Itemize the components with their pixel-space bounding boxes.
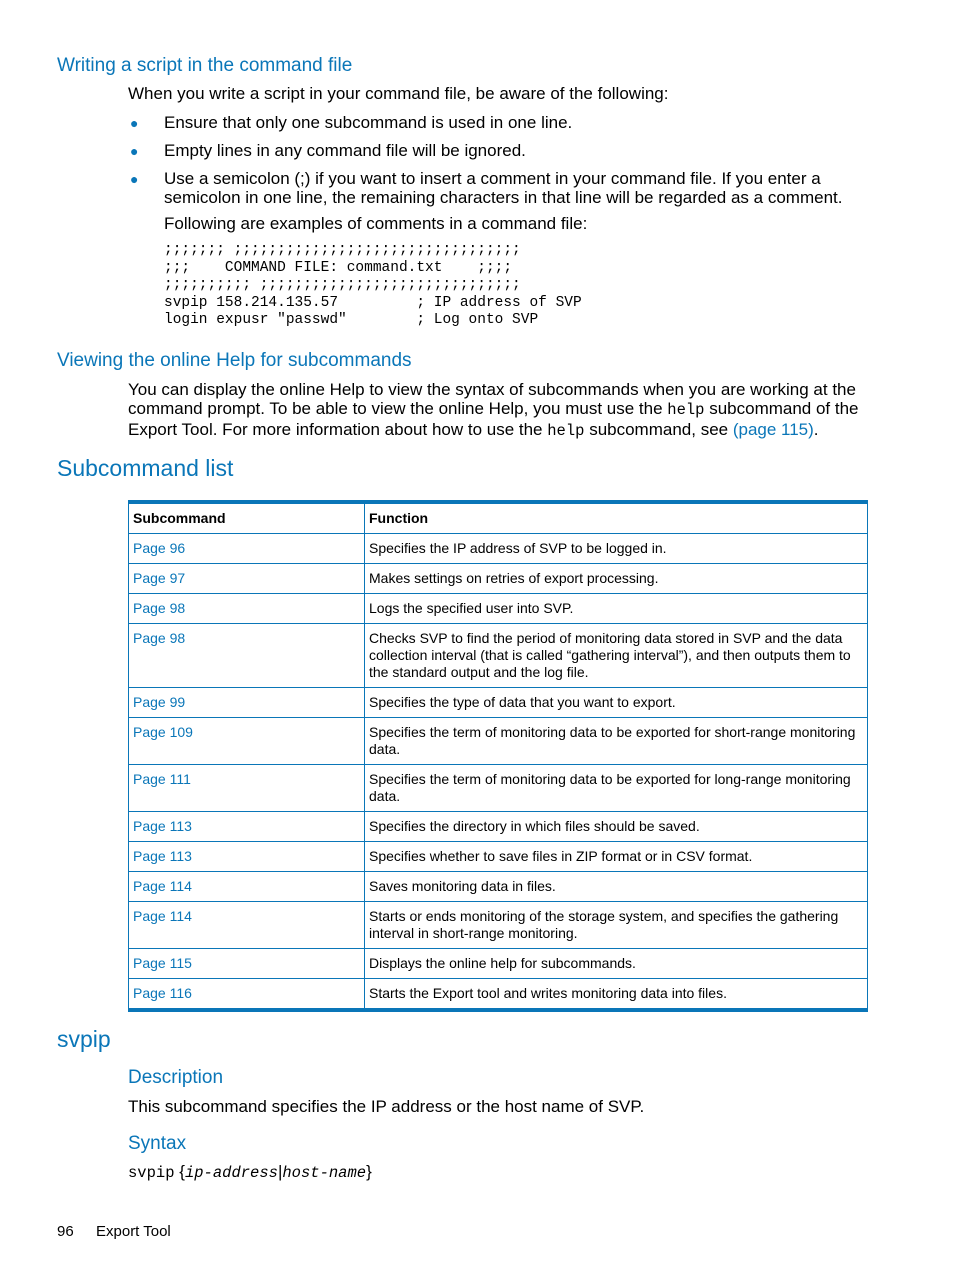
section-heading-svpip: svpip [57, 1026, 111, 1052]
subcommand-page-link[interactable]: Page 97 [129, 564, 365, 594]
footer-page-number: 96 [57, 1223, 74, 1240]
bullet-item: Ensure that only one subcommand is used in one line. [164, 113, 573, 132]
table-row [129, 718, 868, 765]
subcommand-table [128, 500, 868, 1012]
table-header-row [129, 502, 868, 534]
subcommand-page-link[interactable]: Page 96 [129, 534, 365, 564]
subcommand-page-link[interactable]: Page 113 [129, 812, 365, 842]
section-heading-online-help: Viewing the online Help for subcommands [57, 350, 412, 371]
table-row [129, 564, 868, 594]
code-help: help [667, 401, 705, 419]
subsection-heading-syntax: Syntax [128, 1133, 187, 1154]
paragraph-text: subcommand, see [584, 420, 733, 439]
column-header-subcommand: Subcommand [129, 502, 365, 534]
syntax-arg-ip-address: ip-address [184, 1164, 278, 1182]
subcommand-page-link[interactable]: Page 116 [129, 979, 365, 1011]
subcommand-function: Checks SVP to find the period of monitoring data stored in SVP and the data collection interval (that is called “gathering interval”), and then outputs them to the standard output and the log file. [365, 624, 868, 688]
subcommand-function: Makes settings on retries of export processing. [365, 564, 868, 594]
bullet-icon: ● [130, 143, 139, 159]
table-row [129, 902, 868, 949]
syntax-arg-host-name: host-name [282, 1164, 367, 1182]
syntax-separator: | [277, 1162, 283, 1181]
paragraph-text: . [813, 420, 819, 439]
online-help-paragraph [128, 380, 870, 441]
syntax-line [128, 1162, 372, 1182]
table-row [129, 979, 868, 1011]
subcommand-page-link[interactable]: Page 114 [129, 902, 365, 949]
page-link[interactable]: (page 115) [732, 420, 814, 439]
subcommand-page-link[interactable]: Page 115 [129, 949, 365, 979]
subcommand-page-link[interactable]: Page 98 [129, 624, 365, 688]
subcommand-page-link[interactable]: Page 111 [129, 765, 365, 812]
subcommand-function: Starts or ends monitoring of the storage system, and specifies the gathering interval in short-range monitoring. [365, 902, 868, 949]
syntax-brace: { [179, 1162, 185, 1181]
bullet-icon: ● [130, 171, 139, 187]
table-row [129, 812, 868, 842]
bullet-item: Use a semicolon (;) if you want to insert a comment in your command file. If you enter a semicolon in one line, the remaining characters in that line will be regarded as a comment. [164, 169, 843, 207]
subcommand-page-link[interactable]: Page 109 [129, 718, 365, 765]
code-help: help [547, 422, 585, 440]
examples-intro: Following are examples of comments in a command file: [164, 214, 588, 233]
subcommand-page-link[interactable]: Page 114 [129, 872, 365, 902]
subcommand-function: Displays the online help for subcommands. [365, 949, 868, 979]
table-row [129, 688, 868, 718]
subcommand-function: Specifies the term of monitoring data to be exported for long-range monitoring data. [365, 765, 868, 812]
description-text: This subcommand specifies the IP address or the host name of SVP. [128, 1097, 645, 1116]
subcommand-page-link[interactable]: Page 99 [129, 688, 365, 718]
subcommand-page-link[interactable]: Page 98 [129, 594, 365, 624]
subcommand-function: Specifies the term of monitoring data to be exported for short-range monitoring data. [365, 718, 868, 765]
subcommand-function: Specifies whether to save files in ZIP format or in CSV format. [365, 842, 868, 872]
subsection-heading-description: Description [128, 1067, 224, 1088]
subcommand-function: Logs the specified user into SVP. [365, 594, 868, 624]
section-heading-subcommand-list: Subcommand list [57, 455, 234, 481]
table-row [129, 872, 868, 902]
syntax-command: svpip [128, 1164, 175, 1182]
paragraph-text: subcommand of the Export Tool. For more information about how to use the [128, 399, 859, 439]
column-header-function: Function [365, 502, 868, 534]
table-row [129, 765, 868, 812]
subcommand-function: Specifies the IP address of SVP to be logged in. [365, 534, 868, 564]
table-row [129, 534, 868, 564]
table-row [129, 842, 868, 872]
code-example: ;;;;;;; ;;;;;;;;;;;;;;;;;;;;;;;;;;;;;;;;; ;;; COMMAND FILE: command.txt ;;;; ;;;;;;;;;; ;;;;;;;;;;;;;;;;;;;;;;;;;;;;;; svpip 158.214.135.57 ; IP address of SVP login expusr "passwd" ; Log onto SVP [164, 242, 582, 328]
footer-title: Export Tool [96, 1223, 171, 1240]
bullet-icon: ● [130, 115, 139, 131]
subcommand-page-link[interactable]: Page 113 [129, 842, 365, 872]
table-row [129, 594, 868, 624]
subcommand-function: Saves monitoring data in files. [365, 872, 868, 902]
table-row [129, 949, 868, 979]
bullet-item: Empty lines in any command file will be ignored. [164, 141, 526, 160]
paragraph-text: You can display the online Help to view the syntax of subcommands when you are working at the command prompt. To be able to view the online Help, you must use the [128, 380, 856, 418]
section-heading-writing-script: Writing a script in the command file [57, 55, 353, 76]
table-row [129, 624, 868, 688]
syntax-brace: } [366, 1162, 372, 1181]
section-intro: When you write a script in your command file, be aware of the following: [128, 84, 669, 103]
subcommand-function: Specifies the directory in which files should be saved. [365, 812, 868, 842]
subcommand-function: Specifies the type of data that you want to export. [365, 688, 868, 718]
subcommand-function: Starts the Export tool and writes monitoring data into files. [365, 979, 868, 1011]
